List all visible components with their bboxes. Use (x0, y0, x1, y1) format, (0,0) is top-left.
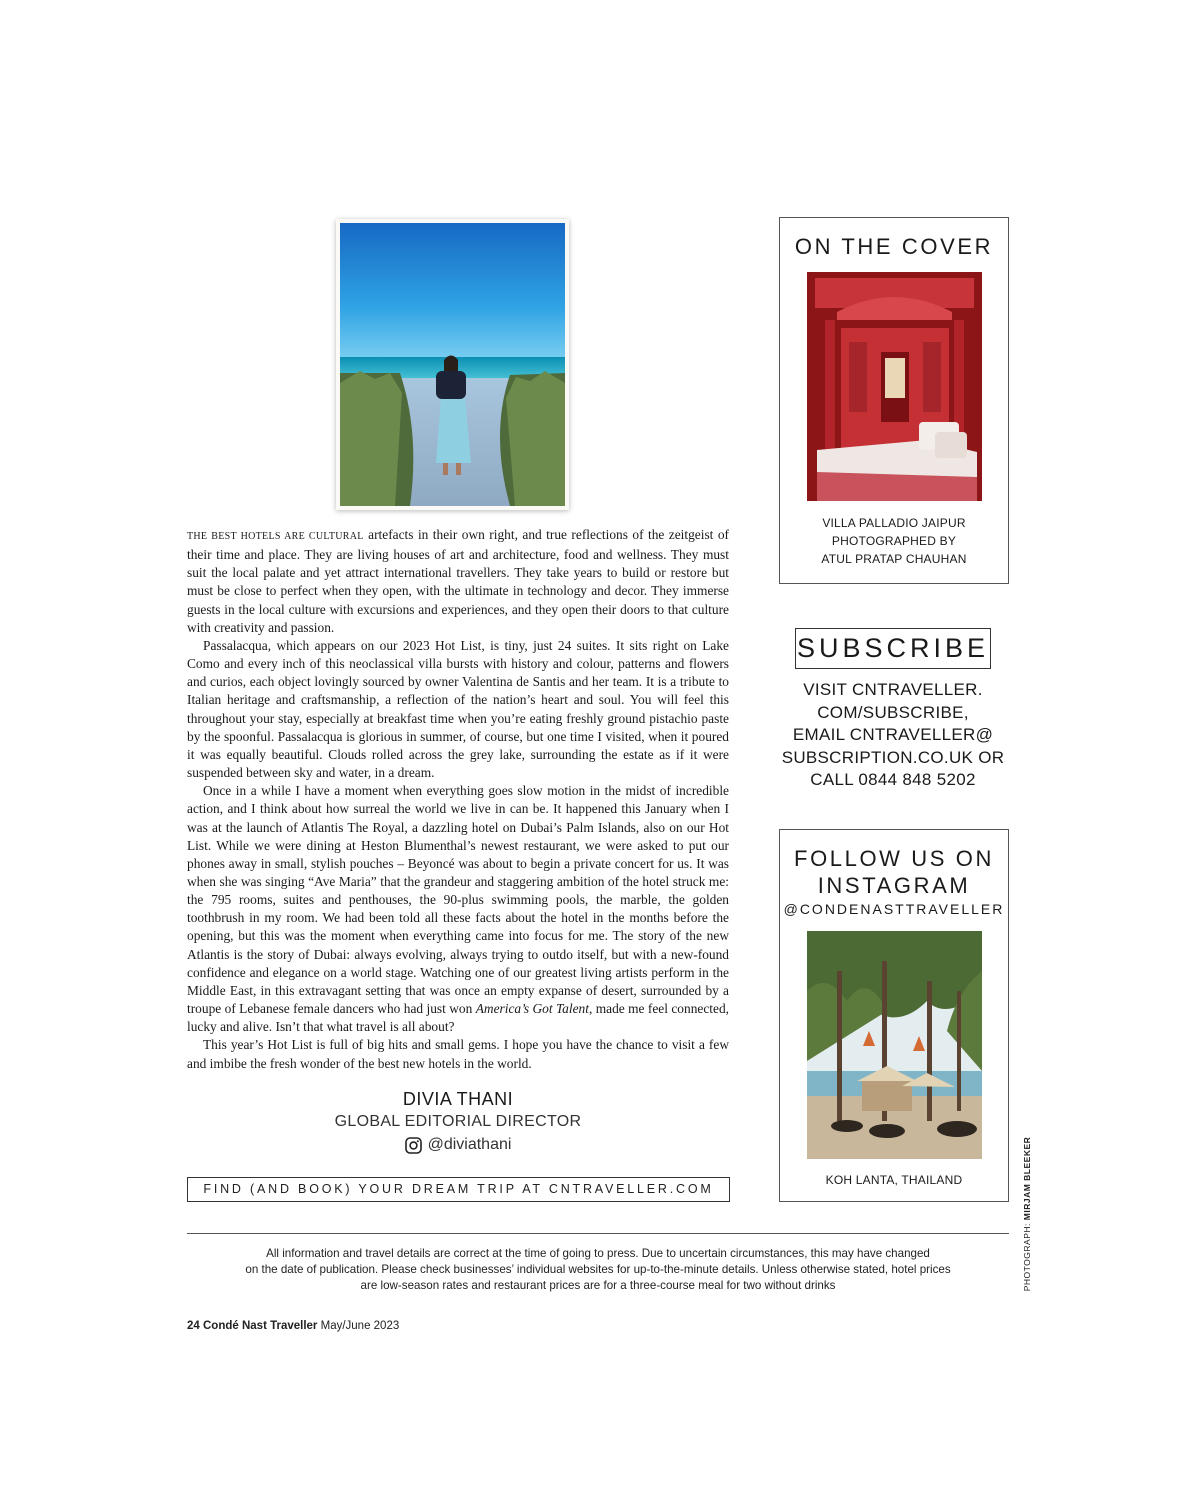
subscribe-line: SUBSCRIPTION.CO.UK OR (781, 747, 1005, 767)
article-paragraph (187, 782, 729, 1036)
article-paragraph: This year’s Hot List is full of big hits and small gems. I hope you have the chance to visit a few and imbibe the fresh wonder of the best new hotels in the world. (187, 1037, 729, 1071)
dream-trip-banner[interactable]: FIND (AND BOOK) YOUR DREAM TRIP AT CNTRAVELLER.COM (187, 1177, 730, 1202)
disclaimer-line: are low-season rates and restaurant prices are for a three-course meal for two without drinks (360, 1279, 836, 1292)
paragraph-text: , made me feel connected, lucky and alive. Isn’t that what travel is all about? (187, 1001, 729, 1035)
on-the-cover-box (779, 217, 1009, 584)
follow-instagram-box (779, 829, 1009, 1202)
subscribe-line: CALL 0844 848 5202 (810, 770, 976, 789)
follow-heading (780, 845, 1008, 899)
instagram-icon (405, 1137, 422, 1154)
subscribe-heading[interactable]: SUBSCRIBE (795, 628, 991, 669)
follow-heading-line: FOLLOW US ON (794, 846, 994, 871)
disclaimer-line: All information and travel details are correct at the time of going to press. Due to uncertain circumstances, this may have changed (266, 1247, 930, 1260)
subscribe-line: COM/SUBSCRIBE, (817, 702, 969, 722)
issue-date: May/June 2023 (320, 1320, 400, 1332)
cover-caption-line: VILLA PALLADIO JAIPUR (822, 516, 966, 530)
show-title-italic: America’s Got Talent (475, 1001, 589, 1017)
page-number: 24 (187, 1320, 200, 1332)
author-instagram (187, 1136, 729, 1154)
koh-lanta-image (807, 931, 982, 1159)
lead-in-smallcaps: THE BEST HOTELS ARE CULTURAL (187, 531, 364, 542)
disclaimer-line: on the date of publication. Please check businesses’ individual websites for up-to-the-minute details. Unless otherwise stated, hotel prices (245, 1263, 951, 1276)
editor-beach-photo-image (340, 223, 565, 506)
cover-caption (780, 514, 1008, 568)
article-paragraph (187, 526, 729, 637)
subscribe-details (780, 679, 1006, 792)
cover-caption-line: PHOTOGRAPHED BY (831, 534, 957, 548)
paragraph-text: Once in a while I have a moment when everything goes slow motion in the midst of incredible action, and I think about how surreal the world we live in can be. It happened this January when I was at the launch of Atlantis The Royal, a dazzling hotel on Dubai’s Palm Islands, also on our Hot List. While we were dining at Heston Blumenthal’s newest restaurant, we were asked to put our phones away in small, stylish pouches – Beyoncé was about to begin a private concert for us. It was when she was singing “Ave Maria” that the grandeur and staggering ambition of the hotel struck me: the 795 rooms, suites and penthouses, the 90-plus swimming pools, the marble, the golden toothbrush in my room. We had been told all these facts about the hotel in the months before the opening, but this was the moment when everything came into focus for me. The story of the new Atlantis is the story of Dubai: always evolving, always trying to outdo itself, but with a new-found confidence and elegance on a world stage. Watching one of our greatest living artists perform in the Middle East, in this extravagant setting that was once an empty expanse of desert, surrounded by a troupe of Lebanese female dancers who had just won (187, 783, 729, 1017)
disclaimer (187, 1246, 1009, 1294)
instagram-account-handle[interactable]: @CONDENASTTRAVELLER (783, 901, 1005, 917)
editors-letter-body (187, 526, 729, 1073)
divider (187, 1233, 1009, 1234)
subscribe-line: EMAIL CNTRAVELLER@ (792, 725, 994, 744)
publication-name: Condé Nast Traveller (203, 1320, 318, 1332)
photo-credit (1022, 1137, 1032, 1292)
page-folio (187, 1320, 399, 1332)
cover-image (807, 272, 982, 501)
on-the-cover-heading: ON THE COVER (794, 234, 994, 259)
article-paragraph: Passalacqua, which appears on our 2023 Hot List, is tiny, just 24 suites. It sits right on Lake Como and every inch of this neoclassical villa bursts with history and colour, patterns and flowers and curios, each object lovingly sourced by owner Valentina de Santis and her team. It is a tribute to Italian heritage and craftsmanship, a reflection of the nation’s heart and soul. You will feel this throughout your stay, especially at breakfast time when you’re eating freshly ground pistachio paste by the spoonful. Passalacqua is glorious in summer, of course, but one time I visited, when it poured it was equally beautiful. Clouds rolled across the grey lake, surrounding the estate as if it were suspended between sky and water, in a dream. (187, 637, 729, 781)
instagram-handle[interactable]: @diviathani (427, 1136, 512, 1153)
subscribe-line: VISIT CNTRAVELLER. (803, 680, 983, 699)
follow-heading-line: INSTAGRAM (817, 873, 971, 898)
author-title: GLOBAL EDITORIAL DIRECTOR (334, 1113, 582, 1130)
paragraph-text: artefacts in their own right, and true reflections of the zeitgeist of their time and place. They are living houses of art and architecture, food and wellness. They must suit the local palate and yet attract international travellers. They take years to build or restore but must be close to perfect when they open, with the ultimate in technology and decor. They immerse guests in the local culture with excursions and experiences, and they open their doors to that culture with creativity and passion. (187, 527, 730, 635)
editor-photo (336, 219, 569, 510)
instagram-caption: KOH LANTA, THAILAND (825, 1173, 963, 1187)
cover-caption-line: ATUL PRATAP CHAUHAN (821, 552, 967, 566)
photo-credit-label: PHOTOGRAPH: (1022, 1220, 1032, 1292)
photo-credit-name: MIRJAM BLEEKER (1022, 1136, 1032, 1221)
author-name: DIVIA THANI (402, 1089, 514, 1109)
